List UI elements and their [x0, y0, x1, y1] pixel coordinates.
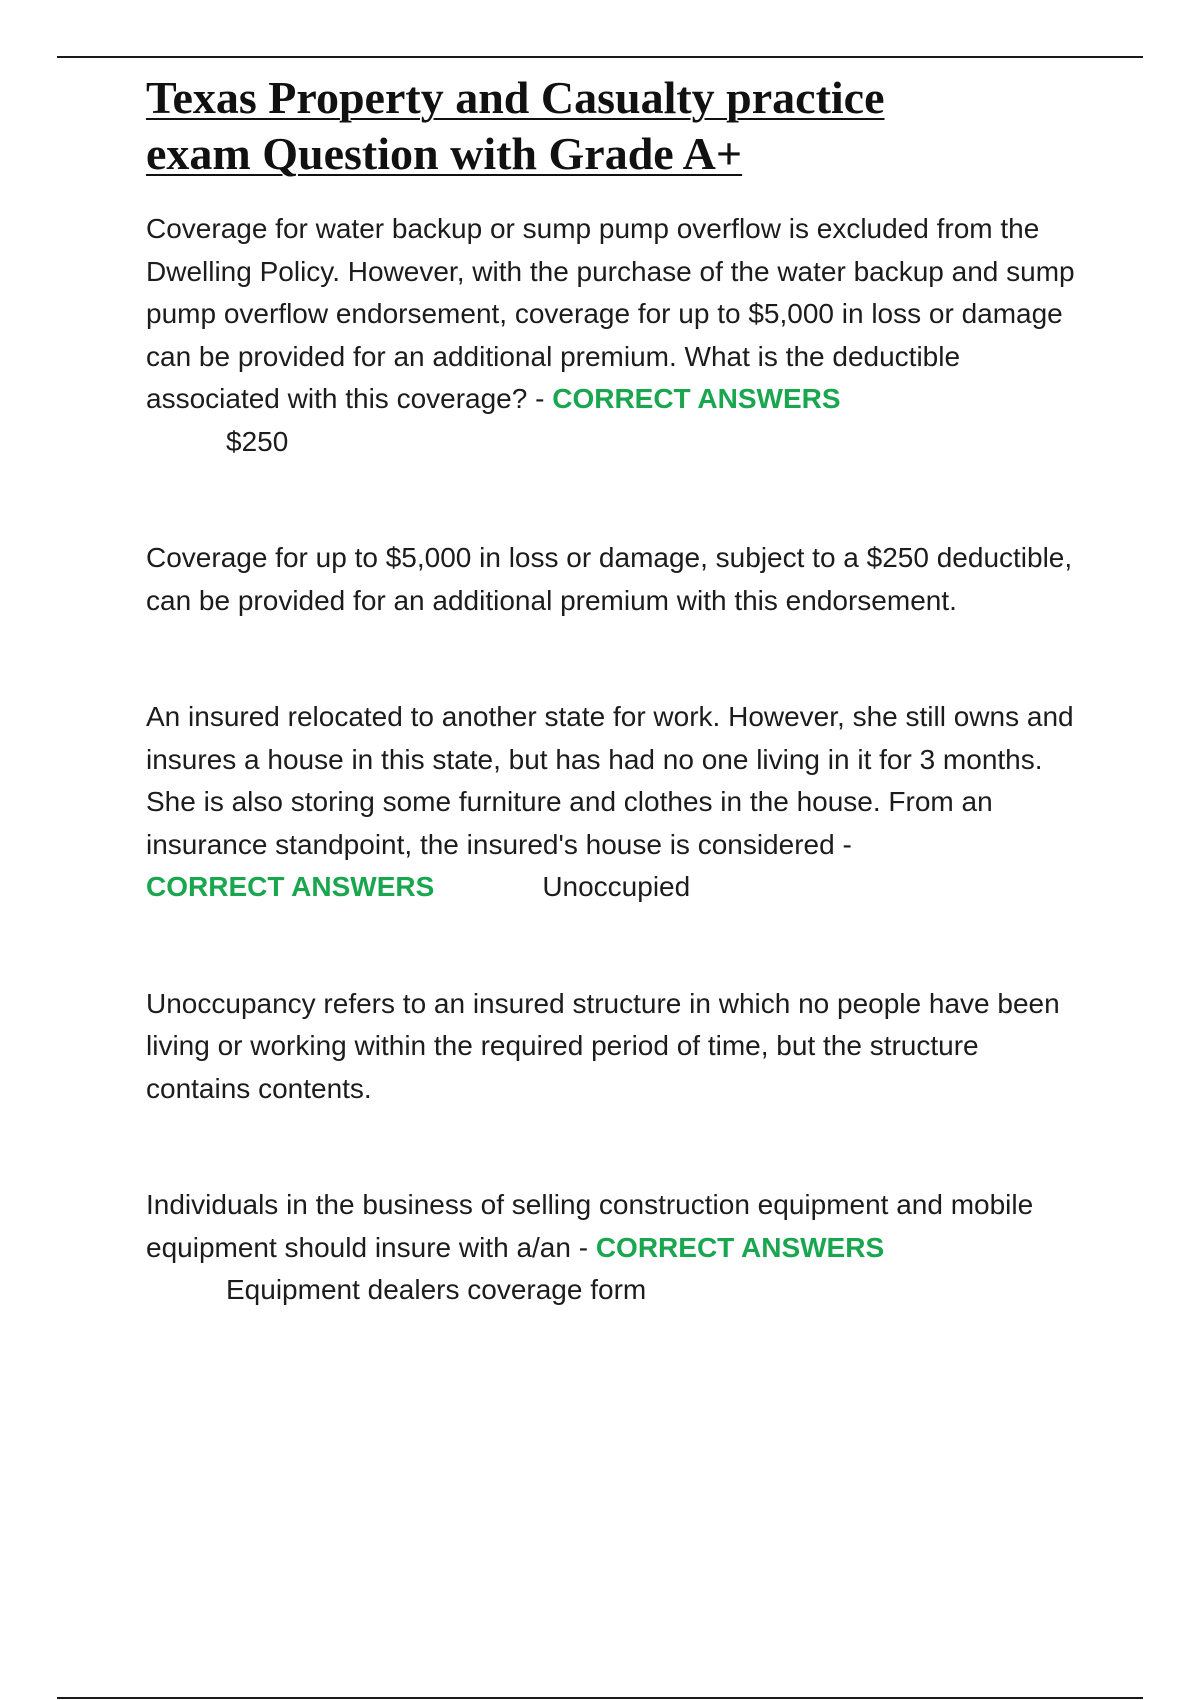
bottom-rule	[57, 1697, 1143, 1699]
question-1	[146, 208, 1086, 463]
question-3	[146, 1184, 1086, 1312]
title-line-1: Texas Property and Casualty practice	[146, 72, 885, 123]
question-3-text: Individuals in the business of selling construction equipment and mobile equipment should insure with a/an -	[146, 1189, 1034, 1263]
question-1-text: Coverage for water backup or sump pump overflow is excluded from the Dwelling Policy. However, with the purchase of the water backup and sump pump overflow endorsement, coverage for up to $5,000 in loss or damage can be provided for an additional premium. What is the deductible associated with this coverage? -	[146, 213, 1075, 414]
title-line-2: exam Question with Grade A+	[146, 128, 743, 179]
correct-answers-label: CORRECT ANSWERS	[595, 1231, 885, 1263]
answer-2: Unoccupied	[542, 871, 691, 902]
question-2-text: An insured relocated to another state for work. However, she still owns and insures a house in this state, but has had no one living in it for 3 months. She is also storing some furniture and clothes in the house. From an insurance standpoint, the insured's house is considered -	[146, 701, 1074, 860]
explanation-1: Coverage for up to $5,000 in loss or damage, subject to a $250 deductible, can be provided for an additional premium with this endorsement.	[146, 542, 1073, 616]
correct-answers-label: CORRECT ANSWERS	[146, 871, 435, 902]
document-title	[146, 70, 1086, 182]
explanation-2: Unoccupancy refers to an insured structure in which no people have been living or working within the required period of time, but the structure contains contents.	[146, 987, 1060, 1104]
answer-3: Equipment dealers coverage form	[226, 1274, 647, 1305]
correct-answers-label: CORRECT ANSWERS	[552, 383, 841, 414]
question-2	[146, 696, 1086, 909]
answer-1: $250	[226, 425, 289, 457]
top-rule	[57, 56, 1143, 58]
document-body	[146, 70, 1086, 1312]
